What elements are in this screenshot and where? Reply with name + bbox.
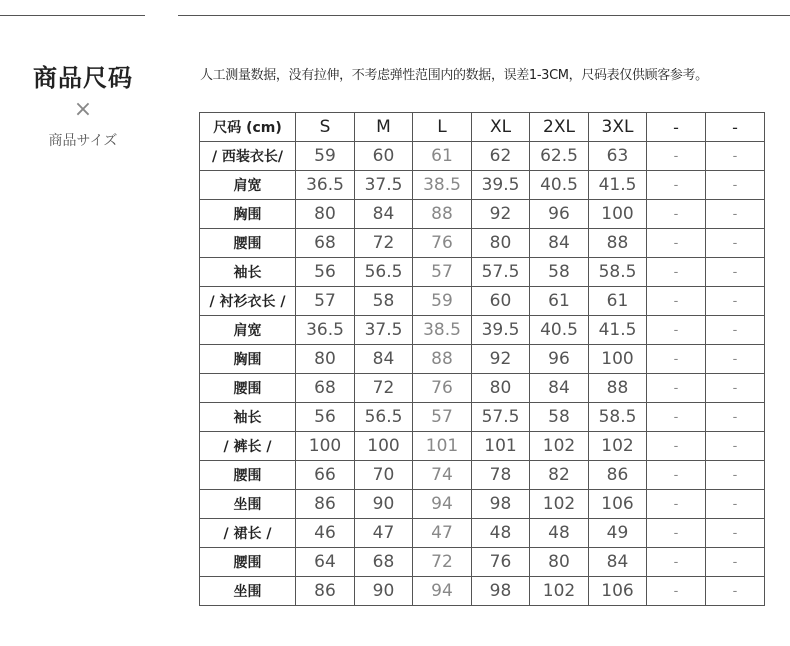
measurement-cell: 84 [355, 200, 413, 229]
measurement-cell: 62 [472, 142, 530, 171]
table-row [200, 403, 765, 432]
row-label-cell: 肩宽 [200, 171, 296, 200]
measurement-cell: - [706, 403, 765, 432]
measurement-cell: - [647, 258, 706, 287]
measurement-cell: - [706, 490, 765, 519]
size-chart-body [200, 142, 765, 606]
measurement-cell: 46 [296, 519, 355, 548]
measurement-cell: 102 [589, 432, 647, 461]
measurement-cell: 88 [589, 374, 647, 403]
measurement-cell: 72 [355, 374, 413, 403]
measurement-cell: - [647, 345, 706, 374]
measurement-cell: - [706, 548, 765, 577]
measurement-cell: 94 [413, 490, 472, 519]
measurement-cell: - [647, 229, 706, 258]
measurement-cell: 72 [355, 229, 413, 258]
measurement-cell: 72 [413, 548, 472, 577]
measurement-cell: 84 [530, 229, 589, 258]
table-row [200, 258, 765, 287]
measurement-cell: 41.5 [589, 171, 647, 200]
row-label-cell: 肩宽 [200, 316, 296, 345]
measurement-cell: - [647, 200, 706, 229]
measurement-cell: 84 [530, 374, 589, 403]
section-subtitle: 商品サイズ [48, 133, 118, 149]
measurement-cell: - [706, 200, 765, 229]
measurement-cell: 100 [296, 432, 355, 461]
measurement-cell: - [706, 171, 765, 200]
row-label-cell: 腰围 [200, 548, 296, 577]
measurement-cell: 88 [413, 200, 472, 229]
size-chart-header [200, 113, 765, 142]
measurement-cell: 41.5 [589, 316, 647, 345]
header-cell-size: L [413, 113, 472, 142]
table-row [200, 374, 765, 403]
measurement-cell: 96 [530, 345, 589, 374]
measurement-cell: 38.5 [413, 171, 472, 200]
measurement-cell: 58 [355, 287, 413, 316]
measurement-cell: 59 [413, 287, 472, 316]
measurement-cell: - [706, 461, 765, 490]
measurement-cell: 82 [530, 461, 589, 490]
header-cell-size: M [355, 113, 413, 142]
measurement-cell: 100 [589, 200, 647, 229]
measurement-cell: 47 [413, 519, 472, 548]
measurement-cell: 59 [296, 142, 355, 171]
measurement-cell: - [647, 403, 706, 432]
measurement-cell: 56 [296, 258, 355, 287]
measurement-cell: 58.5 [589, 258, 647, 287]
header-cell-size: - [647, 113, 706, 142]
row-label-cell: 胸围 [200, 345, 296, 374]
row-label-cell: 袖长 [200, 403, 296, 432]
row-label-cell: 腰围 [200, 229, 296, 258]
measurement-cell: 60 [472, 287, 530, 316]
header-cell-size: 3XL [589, 113, 647, 142]
measurement-cell: 88 [413, 345, 472, 374]
table-row [200, 345, 765, 374]
measurement-cell: - [647, 519, 706, 548]
measurement-cell: - [647, 171, 706, 200]
header-cell-size: - [706, 113, 765, 142]
measurement-cell: 58 [530, 403, 589, 432]
measurement-cell: - [706, 258, 765, 287]
table-row [200, 519, 765, 548]
row-label-cell: 坐围 [200, 577, 296, 606]
header-cell-size: S [296, 113, 355, 142]
measurement-cell: 106 [589, 577, 647, 606]
measurement-cell: 61 [589, 287, 647, 316]
measurement-cell: 74 [413, 461, 472, 490]
table-row [200, 200, 765, 229]
measurement-cell: 102 [530, 577, 589, 606]
measurement-cell: 86 [296, 490, 355, 519]
measurement-cell: 98 [472, 577, 530, 606]
measurement-cell: 76 [413, 374, 472, 403]
measurement-cell: 57 [413, 403, 472, 432]
measurement-cell: - [706, 287, 765, 316]
measurement-cell: 39.5 [472, 316, 530, 345]
measurement-cell: - [647, 548, 706, 577]
measurement-cell: 56.5 [355, 258, 413, 287]
table-row [200, 229, 765, 258]
measurement-cell: 76 [472, 548, 530, 577]
measurement-cell: - [706, 345, 765, 374]
measurement-cell: 57.5 [472, 258, 530, 287]
header-cell-label: 尺码 (cm) [200, 113, 296, 142]
measurement-cell: 86 [589, 461, 647, 490]
table-row [200, 432, 765, 461]
table-row [200, 577, 765, 606]
measurement-cell: - [647, 142, 706, 171]
table-row [200, 316, 765, 345]
measurement-cell: 40.5 [530, 171, 589, 200]
measurement-cell: 64 [296, 548, 355, 577]
measurement-cell: - [706, 519, 765, 548]
measurement-cell: - [706, 229, 765, 258]
measurement-cell: 101 [472, 432, 530, 461]
measurement-cell: 80 [296, 200, 355, 229]
table-row [200, 490, 765, 519]
measurement-cell: 94 [413, 577, 472, 606]
header-cell-size: XL [472, 113, 530, 142]
row-label-cell: / 衬衫衣长 / [200, 287, 296, 316]
table-row [200, 548, 765, 577]
measurement-cell: 86 [296, 577, 355, 606]
measurement-cell: - [647, 577, 706, 606]
row-label-cell: / 裤长 / [200, 432, 296, 461]
row-label-cell: 胸围 [200, 200, 296, 229]
measurement-cell: 88 [589, 229, 647, 258]
measurement-cell: - [706, 374, 765, 403]
measurement-cell: 38.5 [413, 316, 472, 345]
measurement-cell: - [647, 461, 706, 490]
measurement-cell: 90 [355, 490, 413, 519]
table-row [200, 171, 765, 200]
measurement-cell: 70 [355, 461, 413, 490]
row-label-cell: / 裙长 / [200, 519, 296, 548]
measurement-cell: 58.5 [589, 403, 647, 432]
measurement-cell: - [647, 316, 706, 345]
measurement-note: 人工测量数据，没有拉伸，不考虑弹性范围内的数据，误差1-3CM，尺码表仅供顾客参考。 [200, 68, 708, 83]
measurement-cell: 101 [413, 432, 472, 461]
header-cell-size: 2XL [530, 113, 589, 142]
measurement-cell: 68 [355, 548, 413, 577]
measurement-cell: 106 [589, 490, 647, 519]
measurement-cell: 56 [296, 403, 355, 432]
measurement-cell: 63 [589, 142, 647, 171]
measurement-cell: 48 [530, 519, 589, 548]
measurement-cell: 49 [589, 519, 647, 548]
measurement-cell: 68 [296, 229, 355, 258]
measurement-cell: 62.5 [530, 142, 589, 171]
measurement-cell: - [647, 432, 706, 461]
row-label-cell: 坐围 [200, 490, 296, 519]
table-row [200, 142, 765, 171]
measurement-cell: 80 [472, 229, 530, 258]
top-divider-left [0, 15, 145, 16]
measurement-cell: - [706, 316, 765, 345]
row-label-cell: / 西装衣长/ [200, 142, 296, 171]
section-title: 商品尺码 [33, 64, 133, 92]
measurement-cell: 80 [296, 345, 355, 374]
row-label-cell: 腰围 [200, 461, 296, 490]
measurement-cell: - [706, 142, 765, 171]
measurement-cell: 57 [296, 287, 355, 316]
measurement-cell: 96 [530, 200, 589, 229]
header-row [200, 113, 765, 142]
measurement-cell: - [647, 490, 706, 519]
row-label-cell: 袖长 [200, 258, 296, 287]
table-row [200, 461, 765, 490]
measurement-cell: 58 [530, 258, 589, 287]
measurement-cell: - [647, 374, 706, 403]
measurement-cell: 37.5 [355, 171, 413, 200]
size-chart-table [199, 112, 765, 606]
measurement-cell: 76 [413, 229, 472, 258]
measurement-cell: - [706, 577, 765, 606]
measurement-cell: 61 [413, 142, 472, 171]
measurement-cell: 36.5 [296, 171, 355, 200]
measurement-cell: 100 [589, 345, 647, 374]
row-label-cell: 腰围 [200, 374, 296, 403]
measurement-cell: 37.5 [355, 316, 413, 345]
measurement-cell: 48 [472, 519, 530, 548]
measurement-cell: 61 [530, 287, 589, 316]
measurement-cell: 57.5 [472, 403, 530, 432]
measurement-cell: 56.5 [355, 403, 413, 432]
measurement-cell: - [647, 287, 706, 316]
measurement-cell: 68 [296, 374, 355, 403]
measurement-cell: 102 [530, 432, 589, 461]
measurement-cell: 92 [472, 200, 530, 229]
measurement-cell: 84 [355, 345, 413, 374]
measurement-cell: 98 [472, 490, 530, 519]
measurement-cell: 47 [355, 519, 413, 548]
measurement-cell: 40.5 [530, 316, 589, 345]
measurement-cell: 78 [472, 461, 530, 490]
measurement-cell: 102 [530, 490, 589, 519]
measurement-cell: - [706, 432, 765, 461]
table-row [200, 287, 765, 316]
cross-divider-icon: × [73, 97, 93, 122]
measurement-cell: 92 [472, 345, 530, 374]
top-divider-right [178, 15, 790, 16]
measurement-cell: 39.5 [472, 171, 530, 200]
measurement-cell: 100 [355, 432, 413, 461]
measurement-cell: 57 [413, 258, 472, 287]
measurement-cell: 84 [589, 548, 647, 577]
measurement-cell: 66 [296, 461, 355, 490]
measurement-cell: 90 [355, 577, 413, 606]
measurement-cell: 80 [472, 374, 530, 403]
measurement-cell: 36.5 [296, 316, 355, 345]
measurement-cell: 60 [355, 142, 413, 171]
measurement-cell: 80 [530, 548, 589, 577]
